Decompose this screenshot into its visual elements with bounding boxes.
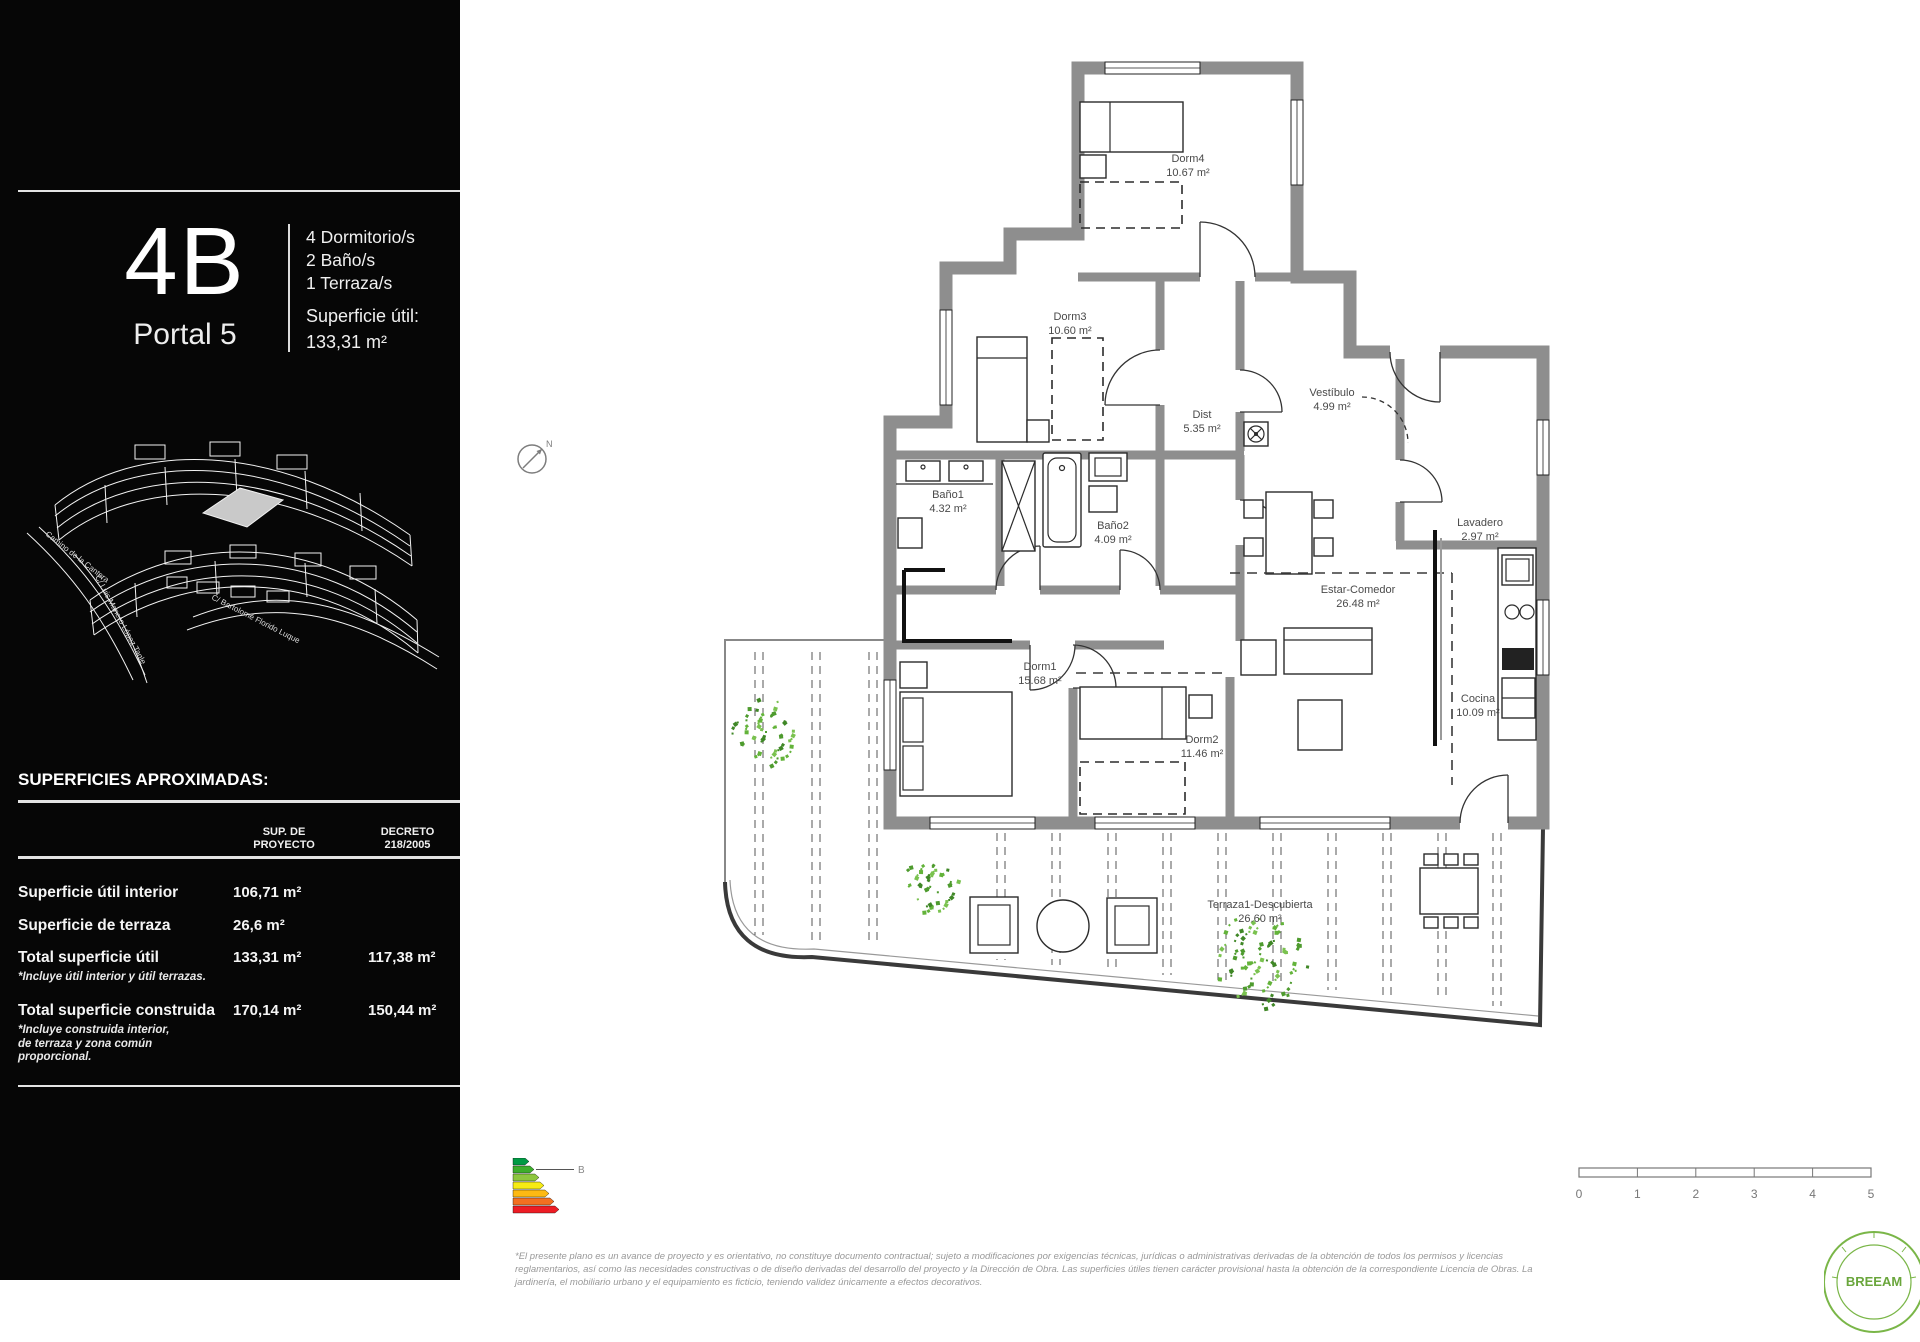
svg-text:4.32 m²: 4.32 m² <box>929 503 967 515</box>
svg-text:15.68 m²: 15.68 m² <box>1018 675 1062 687</box>
dining-table <box>1266 492 1312 574</box>
toilet <box>1089 486 1117 512</box>
armchair <box>1241 640 1276 675</box>
room-label: Lavadero <box>1457 517 1503 529</box>
table-row: Superficie de terraza <box>18 917 171 934</box>
svg-text:5.35 m²: 5.35 m² <box>1183 423 1221 435</box>
areas-table-title: SUPERFICIES APROXIMADAS: <box>18 770 269 789</box>
bed <box>1080 102 1183 152</box>
bed <box>900 692 1012 796</box>
street-2: C/ Luis Manero López Tagle <box>93 573 148 666</box>
street-3: C/ Bartolomé Florido Luque <box>210 592 302 646</box>
bed <box>1080 687 1186 739</box>
portal-label: Portal 5 <box>133 318 237 351</box>
col-header-proyecto: SUP. DE PROYECTO <box>253 826 315 851</box>
svg-text:3: 3 <box>1750 1187 1758 1201</box>
unit-block <box>60 208 310 352</box>
sink <box>949 461 983 481</box>
site-plan <box>15 385 445 685</box>
table-rule-top <box>18 800 460 803</box>
svg-text:2: 2 <box>1692 1187 1700 1201</box>
energy-rating-icon <box>512 1158 622 1224</box>
table-note: *Incluye construida interior, de terraza y zona común proporcional. <box>18 1024 170 1063</box>
svg-text:BREEAM: BREEAM <box>1845 1274 1903 1289</box>
energy-rating-letter: B <box>578 1165 585 1176</box>
col-header-decreto: DECRETO 218/2005 <box>380 826 435 851</box>
toilet <box>898 518 922 548</box>
table-row: Superficie útil interior <box>18 884 179 901</box>
unit-divider <box>288 224 290 352</box>
room-label: Dorm3 <box>1053 311 1087 323</box>
room-label: Estar-Comedor <box>1320 584 1396 596</box>
bed <box>977 337 1027 442</box>
feature-baths: 2 Baño/s <box>306 250 376 270</box>
svg-text:4: 4 <box>1809 1187 1816 1201</box>
scale-bar <box>1575 1158 1895 1210</box>
svg-text:10.09 m²: 10.09 m² <box>1456 707 1500 719</box>
svg-text:10.67 m²: 10.67 m² <box>1166 167 1210 179</box>
highlighted-unit <box>203 488 283 527</box>
feature-bedrooms: 4 Dormitorio/s <box>306 227 415 247</box>
sidebar: 4B Portal 5 4 Dormitorio/s 2 Baño/s 1 Terraza/s Superficie útil: 133,31 m² Camino de la Cantera C/ Luis Manero López Tagle C/ Bartolomé Florido Luque SUPERFICIES APROXIMADAS: SUP. DE PROYECTO DECRETO 218/2005 Superficie útil interior 106,71 m² Superficie de terraza 26,6 m² Total superficie útil 133,31 m² 117,38 m² *Incluye útil interior y útil terrazas. Total superficie construida 170,14 m² 150,44 m² *Incluye construida interior, de terraza y zona común proporcional. <box>0 0 460 1280</box>
room-label: Dorm2 <box>1185 734 1219 746</box>
floor-plan <box>700 40 1550 1085</box>
svg-text:0: 0 <box>1575 1187 1583 1201</box>
table-row: Total superficie útil <box>18 949 159 966</box>
table-rule-bottom <box>18 1085 460 1087</box>
room-label: Cocina <box>1460 693 1496 705</box>
useful-area-value: 133,31 m² <box>306 332 388 352</box>
sidebar-top-rule <box>18 190 460 192</box>
svg-text:26.60 m²: 26.60 m² <box>1238 913 1282 925</box>
room-label: Baño1 <box>932 489 964 501</box>
svg-text:2.97 m²: 2.97 m² <box>1461 531 1499 543</box>
kitchen-sink <box>1502 648 1534 670</box>
site-streets <box>27 527 439 683</box>
room-label: Vestíbulo <box>1309 387 1355 399</box>
table-rule-mid <box>18 856 460 859</box>
svg-text:5: 5 <box>1867 1187 1875 1201</box>
feature-terraces: 1 Terraza/s <box>306 273 393 293</box>
svg-text:11.46 m²: 11.46 m² <box>1180 748 1224 760</box>
street-1: Camino de la Cantera <box>43 529 111 585</box>
svg-text:10.60 m²: 10.60 m² <box>1048 325 1092 337</box>
bathtub <box>1043 453 1081 547</box>
sink <box>906 461 940 481</box>
room-label: Dorm1 <box>1023 661 1057 673</box>
svg-text:26.48 m²: 26.48 m² <box>1336 598 1380 610</box>
svg-text:4.99 m²: 4.99 m² <box>1313 401 1351 413</box>
room-label: Dist <box>1192 409 1212 421</box>
svg-text:4.09 m²: 4.09 m² <box>1094 534 1132 546</box>
useful-area-label: Superficie útil: <box>306 306 420 326</box>
feature-list <box>306 226 415 295</box>
sofa <box>1284 628 1372 674</box>
table-row: Total superficie construida <box>18 1002 215 1019</box>
breeam-logo <box>1824 1222 1920 1342</box>
room-label: Baño2 <box>1097 520 1129 532</box>
unit-code: 4B <box>124 208 246 315</box>
svg-text:N: N <box>546 439 553 449</box>
disclaimer-text: *El presente plano es un avance de proyecto y es orientativo, no constituye documento contractual; sujeto a modificaciones por exigencias técnicas, jurídicas o administrativas derivadas de la obtención de todos los permisos y licencias reglamentarios, así como las necesidades constructivas o de diseño derivadas del desarrollo del proyecto y la Dirección de Obra. Las superficies útiles tienen carácter provisional hasta la obtención de la correspondiente Licencia de Obras. La jardinería, el mobiliario urbano y el equipamiento es ficticio, teniendo validez únicamente a efectos decorativos. <box>515 1251 1533 1288</box>
terrace-dining-table <box>1420 868 1478 914</box>
table-note: *Incluye útil interior y útil terrazas. <box>18 971 206 983</box>
svg-text:1: 1 <box>1634 1187 1641 1201</box>
north-arrow-icon <box>505 430 565 490</box>
terrace-round-table <box>1037 900 1089 952</box>
building-axon <box>55 442 418 653</box>
room-label: Dorm4 <box>1171 153 1205 165</box>
coffee-table <box>1298 700 1342 750</box>
room-label: Terraza1-Descubierta <box>1207 899 1313 911</box>
useful-area <box>306 303 419 355</box>
